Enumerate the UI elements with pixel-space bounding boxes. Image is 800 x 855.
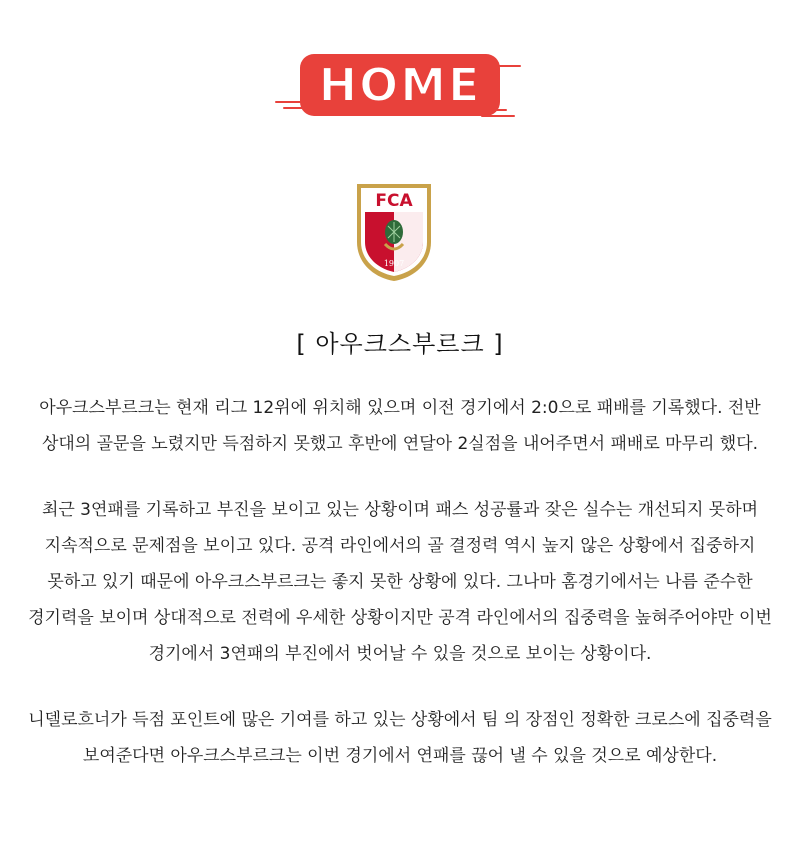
article-body [20, 390, 780, 804]
paragraph: 니델로흐너가 득점 포인트에 많은 기여를 하고 있는 상황에서 팀 의 장점인 정확한 크로스에 집중력을 보여준다면 아우크스부르크는 이번 경기에서 연패를 끊어 낼 수 있을 것으로 예상한다. [28, 710, 772, 766]
crest-year: 1907 [383, 259, 405, 268]
fca-crest-icon [355, 182, 433, 282]
crest-letters: FCA [375, 191, 413, 211]
banner-text: HOME [318, 58, 482, 112]
team-title: [ 아우크스부르크 ] [296, 330, 504, 358]
paragraph: 아우크스부르크는 현재 리그 12위에 위치해 있으며 이전 경기에서 2:0으로 패배를 기록했다. 전반 상대의 골문을 노렸지만 득점하지 못했고 후반에 연달아 2실점을 내어주면서 패배로 마무리 했다. [39, 398, 761, 454]
paragraph: 최근 3연패를 기록하고 부진을 보이고 있는 상황이며 패스 성공률과 잦은 실수는 개선되지 못하며 지속적으로 문제점을 보이고 있다. 공격 라인에서의 골 결정력 역시 높지 않은 상황에서 집중하지 못하고 있기 때문에 아우크스부르크는 좋지 못한 상황에 있다. 그나마 홈경기에서는 나름 준수한 경기력을 보이며 상대적으로 전력에 우세한 상황이지만 공격 라인에서의 집중력을 높혀주어야만 이번 경기에서 3연패의 부진에서 벗어날 수 있을 것으로 보이는 상황이다. [28, 500, 772, 664]
home-banner-logo [270, 40, 530, 130]
